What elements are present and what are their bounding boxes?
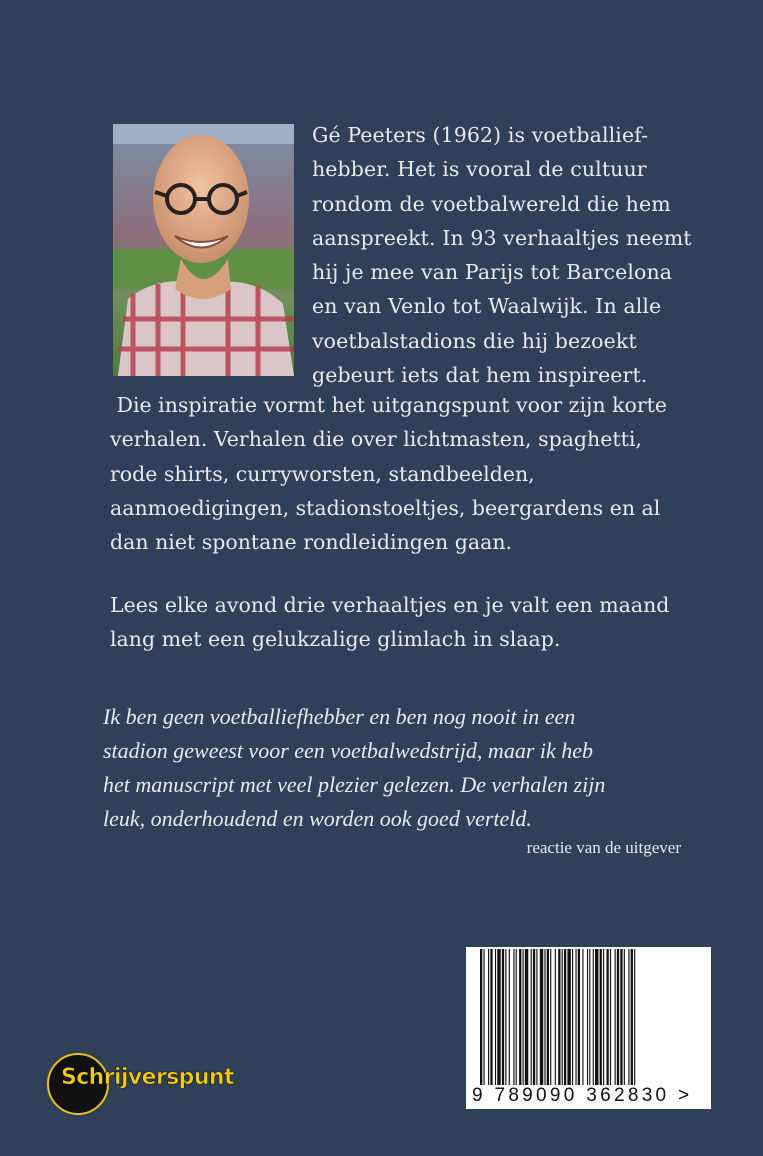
barcode-bar: [567, 949, 570, 1085]
bio-line: voetbalstadions die hij bezoekt: [312, 328, 637, 353]
barcode-bar: [628, 949, 629, 1085]
barcode-bar: [589, 949, 590, 1085]
barcode-bar: [509, 949, 510, 1085]
barcode-bar: [525, 949, 528, 1085]
barcode-bar: [505, 949, 506, 1085]
barcode-bar: [483, 949, 484, 1085]
publisher-quote: [103, 700, 605, 836]
bio-line: Gé Peeters (1962) is voetballief-: [312, 123, 649, 147]
barcode-bar: [631, 949, 633, 1085]
barcode-bar: [620, 949, 622, 1085]
bio-line: gebeurt iets dat hem inspireert.: [312, 363, 648, 388]
barcode-bar: [540, 949, 543, 1085]
barcode-bar: [615, 949, 616, 1085]
isbn-number: 9 789090 362830 >: [472, 1085, 693, 1106]
quote-line: Ik ben geen voetballiefhebber en ben nog nooit in een: [103, 704, 576, 729]
barcode-bar: [582, 949, 583, 1085]
barcode-bar: [610, 949, 611, 1085]
barcode-bar: [533, 949, 535, 1085]
bio-line: rode shirts, curryworsten, standbeelden,: [110, 461, 535, 486]
publisher-name: Schrijverspunt: [61, 1065, 234, 1090]
barcode-bar: [497, 949, 500, 1085]
barcode-bar: [634, 949, 635, 1085]
barcode-bar: [562, 949, 563, 1085]
quote-line: het manuscript met veel plezier gelezen. De verhalen zijn: [103, 772, 606, 797]
barcode-bar: [550, 949, 551, 1085]
bio-line: hij je mee van Parijs tot Barcelona: [312, 260, 673, 285]
barcode-bar: [617, 949, 619, 1085]
barcode-bar: [495, 949, 496, 1085]
teaser-line: lang met een gelukzalige glimlach in slaap.: [110, 627, 561, 652]
barcode-bar: [587, 949, 588, 1085]
publisher-logo: [47, 1053, 297, 1113]
barcode-bar: [555, 949, 556, 1085]
barcode-bar: [513, 949, 514, 1085]
teaser-paragraph: [110, 588, 669, 657]
bio-line: verhalen. Verhalen die over lichtmasten, spaghetti,: [110, 427, 642, 452]
barcode-bar: [490, 949, 492, 1085]
barcode-bar: [564, 949, 566, 1085]
barcode-bar: [558, 949, 560, 1085]
bio-line: rondom de voetbalwereld die hem: [312, 191, 671, 216]
barcode-bar: [575, 949, 576, 1085]
barcode-bar: [523, 949, 524, 1085]
barcode-bar: [600, 949, 602, 1085]
barcode-bar: [547, 949, 549, 1085]
barcode-bar: [488, 949, 489, 1085]
barcode-bar: [502, 949, 504, 1085]
author-photo-illustration: [113, 124, 294, 376]
barcode-bar: [595, 949, 598, 1085]
barcode-bar: [572, 949, 573, 1085]
barcode-bar: [607, 949, 609, 1085]
barcode-bar: [480, 949, 482, 1085]
barcode-bars: [466, 947, 711, 1087]
bio-line: dan niet spontane rondleidingen gaan.: [110, 530, 513, 555]
bio-line: aanspreekt. In 93 verhaaltjes neemt: [312, 225, 692, 250]
bio-line: hebber. Het is vooral de cultuur: [312, 157, 647, 182]
quote-attribution: reactie van de uitgever: [526, 838, 681, 857]
bio-line: aanmoedigingen, stadionstoeltjes, beergardens en al: [110, 495, 661, 520]
barcode-bar: [531, 949, 532, 1085]
quote-line: leuk, onderhoudend en worden ook goed verteld.: [103, 806, 532, 831]
barcode-bar: [536, 949, 537, 1085]
isbn-barcode: [466, 947, 711, 1109]
teaser-line: Lees elke avond drie verhaaltjes en je valt een maand: [110, 593, 670, 617]
bio-line: en van Venlo tot Waalwijk. In alle: [312, 294, 662, 319]
bio-line: Die inspiratie vormt het uitgangspunt voor zijn korte: [110, 393, 668, 417]
barcode-bar: [603, 949, 604, 1085]
barcode-bar: [519, 949, 521, 1085]
barcode-bar: [578, 949, 580, 1085]
barcode-bar: [544, 949, 545, 1085]
barcode-bar: [516, 949, 517, 1085]
author-photo: [113, 124, 294, 376]
author-bio-wrapped: [312, 118, 692, 392]
quote-line: stadion geweest voor een voetbalwedstrijd, maar ik heb: [103, 738, 594, 763]
barcode-bar: [593, 949, 594, 1085]
author-bio-continued: [110, 388, 667, 559]
barcode-bar: [624, 949, 625, 1085]
